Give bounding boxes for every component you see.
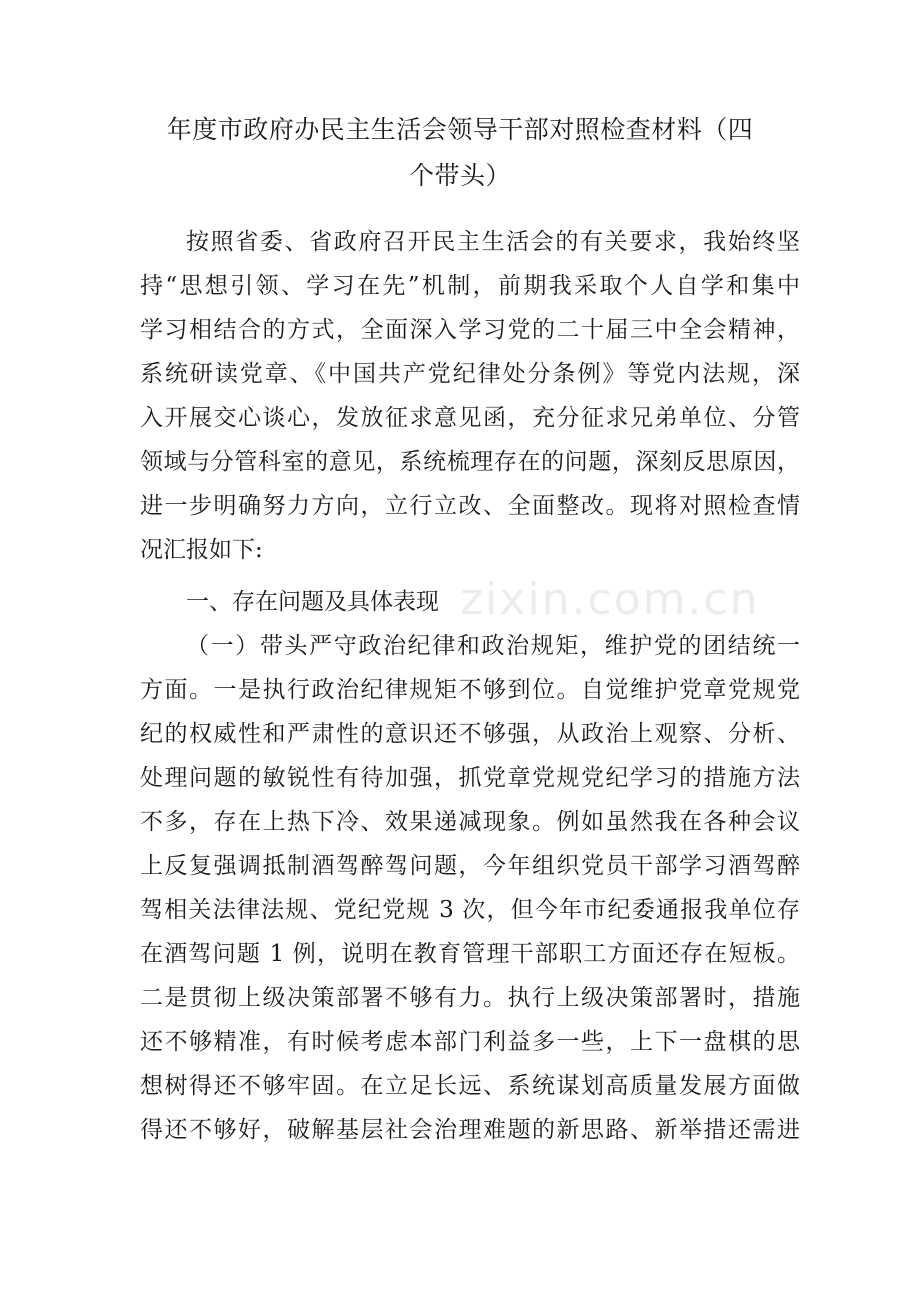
- section-heading: 一、存在问题及具体表现: [186, 589, 439, 615]
- body-line: 按照省委、省政府召开民主生活会的有关要求，我始终坚: [186, 229, 800, 255]
- body-line: 入开展交心谈心，发放征求意见函，充分征求兄弟单位、分管: [140, 405, 800, 431]
- body-line: 想树得还不够牢固。在立足长远、系统谋划高质量发展方面做: [140, 1073, 800, 1099]
- body-line: 不多，存在上热下冷、效果递减现象。例如虽然我在各种会议: [140, 809, 800, 835]
- watermark-text: zixin.com.cn: [460, 574, 760, 625]
- body-line: 还不够精准，有时候考虑本部门利益多一些，上下一盘棋的思: [140, 1029, 800, 1055]
- body-line: 况汇报如下:: [140, 537, 263, 563]
- body-line: 纪的权威性和严肃性的意识还不够强，从政治上观察、分析、: [140, 721, 800, 747]
- body-line: 处理问题的敏锐性有待加强，抓党章党规党纪学习的措施方法: [140, 765, 800, 791]
- body-line: 上反复强调抵制酒驾醉驾问题，今年组织党员干部学习酒驾醉: [140, 853, 800, 879]
- body-line: 得还不够好，破解基层社会治理难题的新思路、新举措还需进: [140, 1117, 800, 1143]
- body-line: 领域与分管科室的意见，系统梳理存在的问题，深刻反思原因，: [140, 449, 800, 475]
- body-line: （一）带头严守政治纪律和政治规矩，维护党的团结统一: [186, 633, 800, 659]
- body-line: 学习相结合的方式，全面深入学习党的二十届三中全会精神，: [140, 317, 800, 343]
- body-line: 二是贯彻上级决策部署不够有力。执行上级决策部署时，措施: [140, 985, 800, 1011]
- body-line: 驾相关法律法规、党纪党规 3 次，但今年市纪委通报我单位存: [140, 897, 800, 923]
- body-line: 进一步明确努力方向，立行立改、全面整改。现将对照检查情: [140, 493, 800, 519]
- body-line: 方面。一是执行政治纪律规矩不够到位。自觉维护党章党规党: [140, 677, 800, 703]
- document-title-line-1: 年度市政府办民主生活会领导干部对照检查材料（四: [166, 115, 754, 144]
- body-line: 持“思想引领、学习在先”机制，前期我采取个人自学和集中: [140, 273, 800, 299]
- document-title-line-2: 个带头）: [408, 161, 511, 190]
- body-line: 在酒驾问题 1 例，说明在教育管理干部职工方面还存在短板。: [140, 941, 800, 967]
- body-line: 系统研读党章、《中国共产党纪律处分条例》等党内法规，深: [140, 361, 800, 387]
